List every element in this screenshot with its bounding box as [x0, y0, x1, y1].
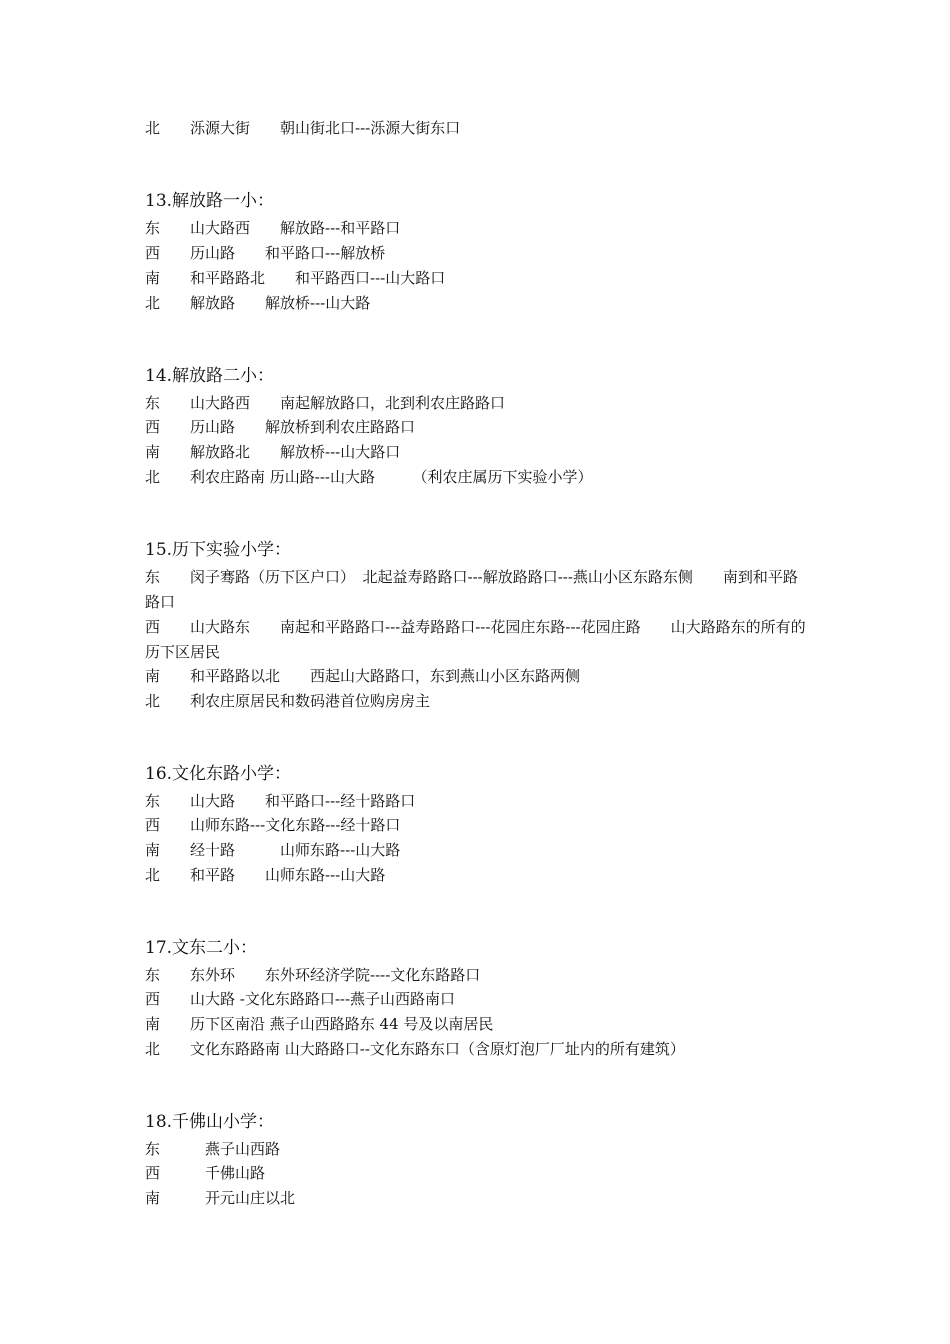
section-18-title: 18.千佛山小学：: [145, 1112, 275, 1132]
section-16-line-east: 东 山大路 和平路口---经十路路口: [145, 792, 416, 810]
section-13-line-north: 北 解放路 解放桥---山大路: [145, 294, 371, 312]
section-14-line-south: 南 解放路北 解放桥---山大路口: [145, 443, 401, 461]
section-13-line-west: 西 历山路 和平路口---解放桥: [145, 244, 386, 262]
section-17-line-north: 北 文化东路路南 山大路路口--文化东路东口（含原灯泡厂厂址内的所有建筑）: [145, 1040, 685, 1058]
intro-line: 北 泺源大街 朝山街北口---泺源大街东口: [145, 119, 461, 137]
section-17-line-east: 东 东外环 东外环经济学院----文化东路路口: [145, 966, 481, 984]
section-14-line-north: 北 利农庄路南 历山路---山大路 （利农庄属历下实验小学）: [145, 468, 593, 486]
section-14-line-west: 西 历山路 解放桥到利农庄路路口: [145, 418, 416, 436]
section-18-line-south: 南 开元山庄以北: [145, 1189, 296, 1207]
section-14-title: 14.解放路二小：: [145, 366, 275, 386]
section-16-line-south: 南 经十路 山师东路---山大路: [145, 841, 401, 859]
section-15-line-south: 南 和平路路以北 西起山大路路口，东到燕山小区东路两侧: [145, 667, 581, 685]
section-18-line-east: 东 燕子山西路: [145, 1140, 281, 1158]
section-18-line-west: 西 千佛山路: [145, 1164, 266, 1182]
section-15-line-west: 西 山大路东 南起和平路路口---益寿路路口---花园庄东路---花园庄路 山大路路东的所有的历下区居民: [145, 618, 806, 661]
section-14-line-east: 东 山大路西 南起解放路口，北到利农庄路路口: [145, 394, 506, 412]
section-13-title: 13.解放路一小：: [145, 191, 275, 211]
section-16-title: 16.文化东路小学：: [145, 764, 292, 784]
section-17-line-south: 南 历下区南沿 燕子山西路路东 44 号及以南居民: [145, 1015, 494, 1033]
section-15-line-north: 北 利农庄原居民和数码港首位购房房主: [145, 692, 431, 710]
section-13-line-east: 东 山大路西 解放路---和平路口: [145, 219, 401, 237]
section-15-title: 15.历下实验小学：: [145, 540, 292, 560]
section-16-line-west: 西 山师东路---文化东路---经十路口: [145, 816, 401, 834]
section-17-line-west: 西 山大路 -文化东路路口---燕子山西路南口: [145, 990, 456, 1008]
section-16-line-north: 北 和平路 山师东路---山大路: [145, 866, 386, 884]
section-15-line-east: 东 闵子骞路（历下区户口） 北起益寿路路口---解放路路口---燕山小区东路东侧 南到和平路路口: [145, 568, 798, 611]
section-13-line-south: 南 和平路路北 和平路西口---山大路口: [145, 269, 446, 287]
section-17-title: 17.文东二小：: [145, 938, 258, 958]
